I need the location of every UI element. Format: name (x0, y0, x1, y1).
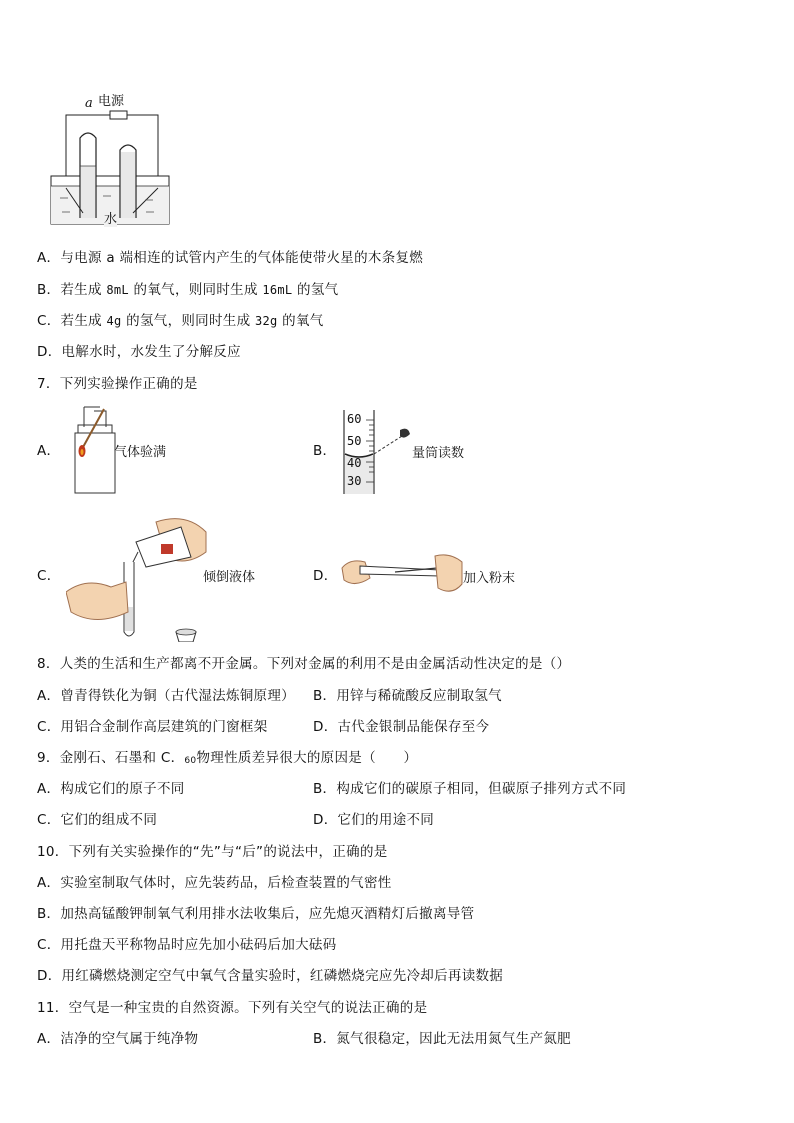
power-terminal-a-label: a (85, 96, 93, 111)
q6-option-d: D．电解水时，水发生了分解反应 (37, 344, 241, 360)
water-label: 水 (104, 208, 117, 227)
q8-option-a: A．曾青得铁化为铜（古代湿法炼铜原理） (37, 688, 295, 704)
gas-bottle-icon (70, 405, 120, 495)
q7-tick-30: 30 (347, 474, 362, 488)
electrolysis-figure (48, 88, 178, 228)
q10-option-c: C．用托盘天平称物品时应先加小砝码后加大砝码 (37, 937, 337, 953)
q7-figure-c (66, 512, 296, 642)
q7-option-c-letter: C． (37, 568, 61, 584)
q10-option-b: B．加热高锰酸钾制氧气利用排水法收集后，应先熄灭酒精灯后撤离导管 (37, 906, 475, 922)
power-source-label: 电源 (98, 94, 125, 109)
q7-figure-b (342, 410, 502, 495)
q7-figure-d (340, 548, 540, 608)
q7-option-a-caption: 气体验满 (114, 445, 167, 460)
q8-stem: 8．人类的生活和生产都离不开金属。下列对金属的利用不是由金属活动性决定的是（） (37, 656, 571, 672)
q9-option-b: B．构成它们的碳原子相同，但碳原子排列方式不同 (313, 781, 627, 797)
q8-option-d: D．古代金银制品能保存至今 (313, 719, 490, 735)
q9-option-c: C．它们的组成不同 (37, 812, 158, 828)
q11-option-b: B．氮气很稳定，因此无法用氮气生产氮肥 (313, 1031, 571, 1047)
q7-tick-40: 40 (347, 456, 362, 470)
q7-option-b-letter: B． (313, 443, 337, 459)
q7-option-d-letter: D． (313, 568, 338, 584)
q7-option-a-letter: A． (37, 443, 61, 459)
q8-option-c: C．用铝合金制作高层建筑的门窗框架 (37, 719, 268, 735)
q7-stem: 7．下列实验操作正确的是 (37, 376, 198, 392)
q10-stem: 10．下列有关实验操作的“先”与“后”的说法中，正确的是 (37, 844, 388, 860)
q11-stem: 11．空气是一种宝贵的自然资源。下列有关空气的说法正确的是 (37, 1000, 428, 1016)
q6-option-c: C．若生成 4g 的氢气，则同时生成 32g 的氧气 (37, 313, 324, 329)
q7-option-b-caption: 量筒读数 (412, 446, 465, 461)
q9-option-a: A．构成它们的原子不同 (37, 781, 185, 797)
q9-stem: 9．金刚石、石墨和 C．60物理性质差异很大的原因是（ ） (37, 750, 418, 766)
q7-tick-60: 60 (347, 412, 362, 426)
electrolysis-apparatus-drawing (48, 88, 178, 228)
q6-option-a: A．与电源 a 端相连的试管内产生的气体能使带火星的木条复燃 (37, 250, 424, 266)
q7-figure-a (70, 405, 220, 495)
q11-option-a: A．洁净的空气属于纯净物 (37, 1031, 199, 1047)
q8-option-b: B．用锌与稀硫酸反应制取氢气 (313, 688, 502, 704)
q7-tick-50: 50 (347, 434, 362, 448)
q7-option-d-caption: 加入粉末 (463, 571, 516, 586)
q6-option-b: B．若生成 8mL 的氧气，则同时生成 16mL 的氢气 (37, 282, 339, 298)
q7-option-c-caption: 倾倒液体 (203, 570, 256, 585)
q9-option-d: D．它们的用途不同 (313, 812, 435, 828)
pouring-liquid-icon (66, 512, 216, 642)
adding-powder-icon (340, 548, 465, 608)
q10-option-d: D．用红磷燃烧测定空气中氧气含量实验时，红磷燃烧完应先冷却后再读数据 (37, 968, 504, 984)
q10-option-a: A．实验室制取气体时，应先装药品，后检查装置的气密性 (37, 875, 392, 891)
